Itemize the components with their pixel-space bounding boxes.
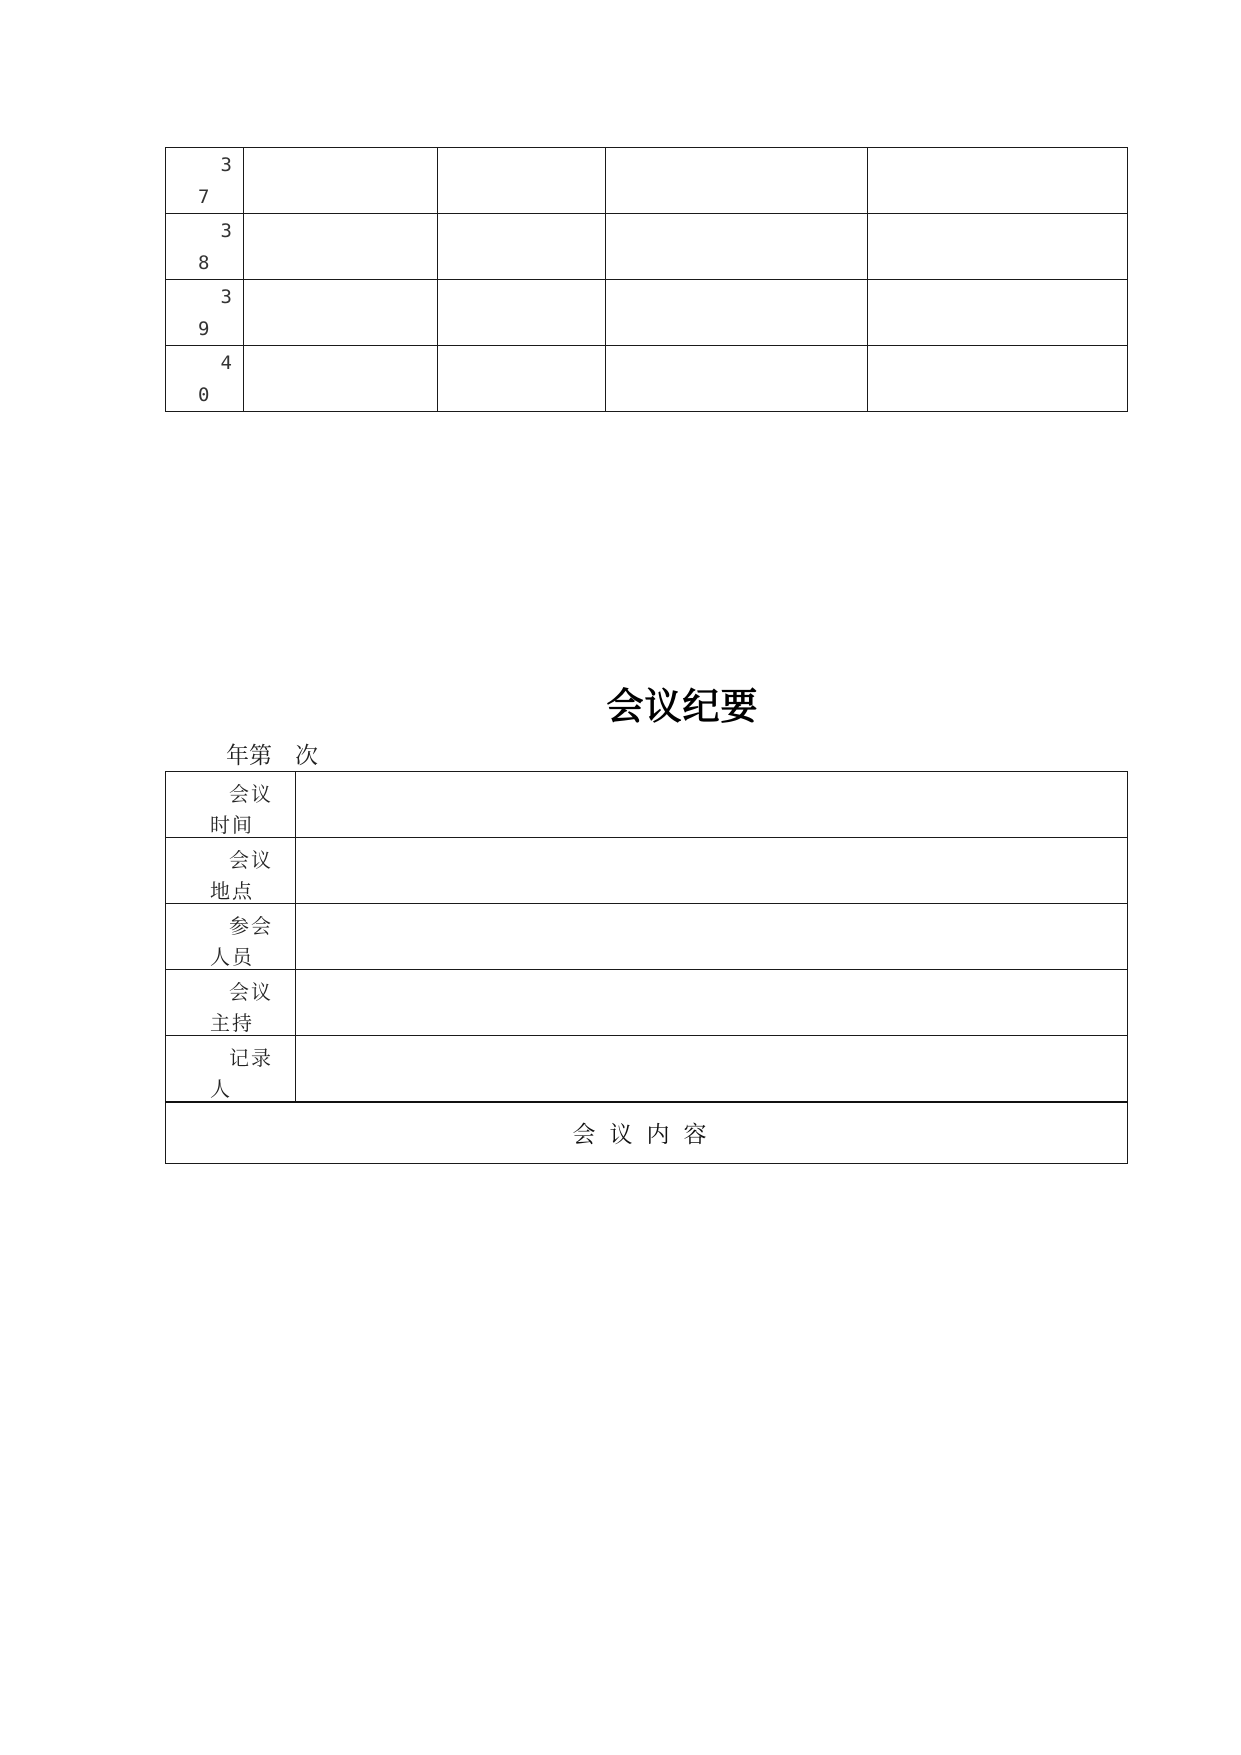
table-cell[interactable] [868,148,1128,214]
form-row-attendees [166,904,1128,970]
table-cell[interactable] [438,214,606,280]
field-label [166,772,296,838]
row-number-digit: 3 [220,286,232,308]
form-row-meeting-time [166,772,1128,838]
host-field[interactable] [296,970,1128,1036]
numbered-table [165,147,1128,412]
field-label [166,970,296,1036]
field-label [166,1036,296,1102]
year-session-line: 年第 次 [226,743,318,769]
table-row [166,214,1128,280]
row-number-digit: 0 [198,384,210,406]
row-number-digit: 9 [198,318,210,340]
row-number-digit: 3 [220,154,232,176]
attendees-field[interactable] [296,904,1128,970]
table-cell[interactable] [438,148,606,214]
form-row-meeting-location [166,838,1128,904]
content-heading: 会议内容 [166,1102,1128,1164]
table-cell[interactable] [244,346,438,412]
row-number-digit: 7 [198,186,210,208]
row-number-cell [166,214,244,280]
row-number-cell [166,280,244,346]
table-cell[interactable] [606,148,868,214]
meeting-time-field[interactable] [296,772,1128,838]
table-cell[interactable] [438,280,606,346]
table-cell[interactable] [606,214,868,280]
field-label [166,904,296,970]
field-label-line: 记录 [229,1046,273,1070]
table-row [166,346,1128,412]
row-number-digit: 4 [220,352,232,374]
meeting-location-field[interactable] [296,838,1128,904]
field-label [166,838,296,904]
table-cell[interactable] [868,346,1128,412]
field-label-line: 地点 [210,879,254,903]
table-cell[interactable] [244,148,438,214]
field-label-line: 参会 [229,914,273,938]
table-cell[interactable] [438,346,606,412]
row-number-cell [166,346,244,412]
table-cell[interactable] [606,280,868,346]
table-cell[interactable] [868,214,1128,280]
minutes-form-table [165,771,1128,1164]
row-number-digit: 8 [198,252,210,274]
table-cell[interactable] [244,280,438,346]
field-label-line: 人员 [210,945,254,969]
recorder-field[interactable] [296,1036,1128,1102]
form-row-host [166,970,1128,1036]
table-row [166,148,1128,214]
table-cell[interactable] [606,346,868,412]
field-label-line: 会议 [229,980,273,1004]
form-row-recorder [166,1036,1128,1102]
table-cell[interactable] [868,280,1128,346]
row-number-digit: 3 [220,220,232,242]
table-row [166,280,1128,346]
field-label-line: 人 [210,1077,232,1101]
field-label-line: 会议 [229,782,273,806]
table-cell[interactable] [244,214,438,280]
page-title: 会议纪要 [606,685,759,728]
field-label-line: 主持 [210,1011,254,1035]
row-number-cell [166,148,244,214]
form-row-content-heading [166,1102,1128,1164]
field-label-line: 会议 [229,848,273,872]
field-label-line: 时间 [210,813,254,837]
